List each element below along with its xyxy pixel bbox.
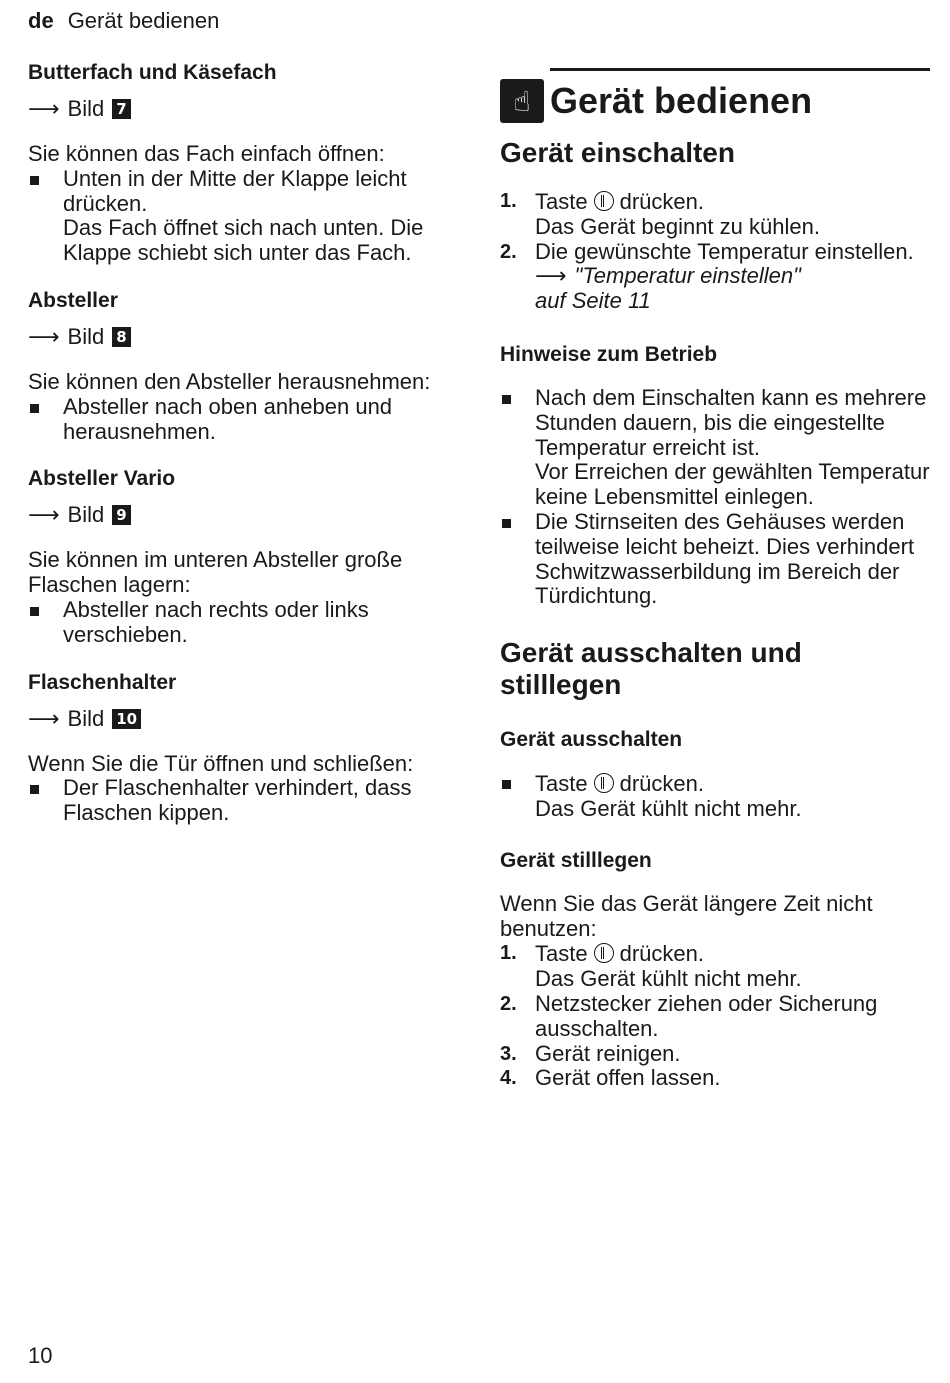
operation-icon: ☝ bbox=[500, 79, 544, 123]
step-result: Das Gerät beginnt zu kühlen. bbox=[535, 213, 820, 239]
section-heading: Flaschenhalter bbox=[28, 670, 177, 694]
header-title: Gerät bedienen bbox=[67, 8, 220, 33]
section-intro: Wenn Sie die Tür öffnen und schließen: bbox=[28, 750, 414, 776]
section-heading: Butterfach und Käsefach bbox=[28, 61, 277, 84]
section-absteller-vario bbox=[28, 466, 458, 647]
bullet-item bbox=[500, 771, 930, 822]
figure-label: Bild bbox=[67, 502, 105, 528]
bullet-text: Nach dem Einschalten kann es mehrere Stunden dauern, bis die eingestellte Temperatur erreicht ist. Vor Erreichen der gewählten Temperatur keine Lebensmittel einlegen. bbox=[535, 384, 930, 510]
figure-number: 8 bbox=[112, 327, 130, 347]
heading-geraet-ausschalten: Gerät ausschalten bbox=[500, 728, 683, 752]
step-text: drücken. bbox=[619, 771, 704, 797]
bullet-item bbox=[28, 776, 458, 826]
step-text: Gerät offen lassen. bbox=[535, 1065, 721, 1091]
bullet-text: Unten in der Mitte der Klappe leicht drücken. Das Fach öffnet sich nach unten. Die Klappe schiebt sich unter das Fach. bbox=[63, 165, 424, 266]
figure-label: Bild bbox=[67, 323, 105, 349]
section-intro: Sie können den Absteller herausnehmen: bbox=[28, 368, 431, 394]
figure-label: Bild bbox=[67, 705, 105, 731]
step-text: Taste bbox=[535, 189, 588, 214]
section-heading: Absteller bbox=[28, 288, 118, 312]
steps-stilllegen bbox=[500, 941, 930, 1091]
section-butterfach bbox=[28, 60, 458, 266]
section-heading: Absteller Vario bbox=[28, 467, 176, 491]
figure-reference bbox=[28, 96, 458, 122]
left-column bbox=[28, 60, 458, 848]
bullet-item bbox=[500, 510, 930, 609]
page-reference-link[interactable]: "Temperatur einstellen" auf Seite 11 bbox=[535, 263, 801, 314]
step-result: Das Gerät kühlt nicht mehr. bbox=[535, 966, 802, 992]
title-rule bbox=[550, 68, 930, 71]
bullet-text: Absteller nach rechts oder links verschieben. bbox=[63, 596, 369, 647]
step-2: 2. Die gewünschte Temperatur einstellen. ⟶ "Temperatur einstellen" auf Seite 11 bbox=[500, 238, 914, 314]
step-4: 4. Gerät offen lassen. bbox=[500, 1065, 721, 1091]
power-button-icon bbox=[594, 773, 614, 793]
power-button-icon bbox=[594, 191, 614, 211]
step-text: Die gewünschte Temperatur einstellen. bbox=[535, 238, 914, 264]
step-text: Taste bbox=[535, 941, 588, 967]
stilllegen-intro: Wenn Sie das Gerät längere Zeit nicht benutzen: bbox=[500, 890, 873, 941]
heading-ausschalten-stilllegen: Gerät ausschalten und stilllegen bbox=[500, 637, 802, 701]
arrow-icon: ⟶ bbox=[28, 705, 60, 731]
bullet-item bbox=[28, 395, 458, 445]
figure-reference bbox=[28, 324, 458, 350]
heading-geraet-einschalten: Gerät einschalten bbox=[500, 137, 735, 168]
arrow-icon: ⟶ bbox=[28, 96, 60, 121]
chapter-title bbox=[500, 79, 930, 123]
section-intro: Sie können im unteren Absteller große Flaschen lagern: bbox=[28, 547, 403, 598]
arrow-icon: ⟶ bbox=[28, 502, 60, 528]
notes-list bbox=[500, 386, 930, 609]
heading-geraet-stilllegen: Gerät stilllegen bbox=[500, 848, 652, 872]
step-result: Das Gerät kühlt nicht mehr. bbox=[535, 795, 802, 821]
figure-number: 7 bbox=[112, 99, 130, 119]
section-intro: Sie können das Fach einfach öffnen: bbox=[28, 141, 385, 166]
arrow-icon: ⟶ bbox=[28, 323, 60, 349]
step-text: drücken. bbox=[619, 189, 704, 214]
figure-number: 9 bbox=[112, 505, 130, 525]
step-2: 2. Netzstecker ziehen oder Sicherung ausschalten. bbox=[500, 990, 878, 1041]
steps-einschalten bbox=[500, 189, 930, 314]
bullet-text: Die Stirnseiten des Gehäuses werden teilweise leicht beheizt. Dies verhindert Schwitzwasserbildung im Bereich der Türdichtung. bbox=[535, 508, 915, 609]
step-text: drücken. bbox=[619, 941, 704, 967]
figure-reference bbox=[28, 502, 458, 528]
step-3: 3. Gerät reinigen. bbox=[500, 1040, 681, 1066]
page-number: 10 bbox=[28, 1343, 53, 1368]
step-text: Taste bbox=[535, 771, 588, 797]
step-1: 1. Taste drücken. Das Gerät beginnt zu kühlen. bbox=[500, 189, 820, 239]
bullet-item bbox=[28, 167, 458, 266]
section-flaschenhalter bbox=[28, 670, 458, 826]
steps-ausschalten bbox=[500, 771, 930, 822]
figure-reference bbox=[28, 706, 458, 732]
language-code: de bbox=[28, 8, 54, 33]
figure-label: Bild bbox=[67, 96, 105, 121]
power-button-icon bbox=[594, 943, 614, 963]
figure-number: 10 bbox=[112, 709, 141, 729]
chapter-title-text: Gerät bedienen bbox=[550, 80, 813, 121]
bullet-text: Absteller nach oben anheben und herausnehmen. bbox=[63, 393, 393, 444]
bullet-item bbox=[500, 386, 930, 510]
section-absteller bbox=[28, 288, 458, 444]
bullet-item bbox=[28, 598, 458, 648]
heading-hinweise: Hinweise zum Betrieb bbox=[500, 342, 718, 366]
right-column bbox=[500, 68, 930, 1091]
bullet-text: Der Flaschenhalter verhindert, dass Flaschen kippen. bbox=[63, 775, 412, 826]
page-header bbox=[28, 8, 219, 34]
arrow-icon: ⟶ bbox=[535, 263, 567, 289]
step-text: Gerät reinigen. bbox=[535, 1040, 681, 1066]
step-1: 1. Taste drücken. Das Gerät kühlt nicht mehr. bbox=[500, 941, 802, 992]
step-text: Netzstecker ziehen oder Sicherung ausschalten. bbox=[535, 990, 878, 1041]
